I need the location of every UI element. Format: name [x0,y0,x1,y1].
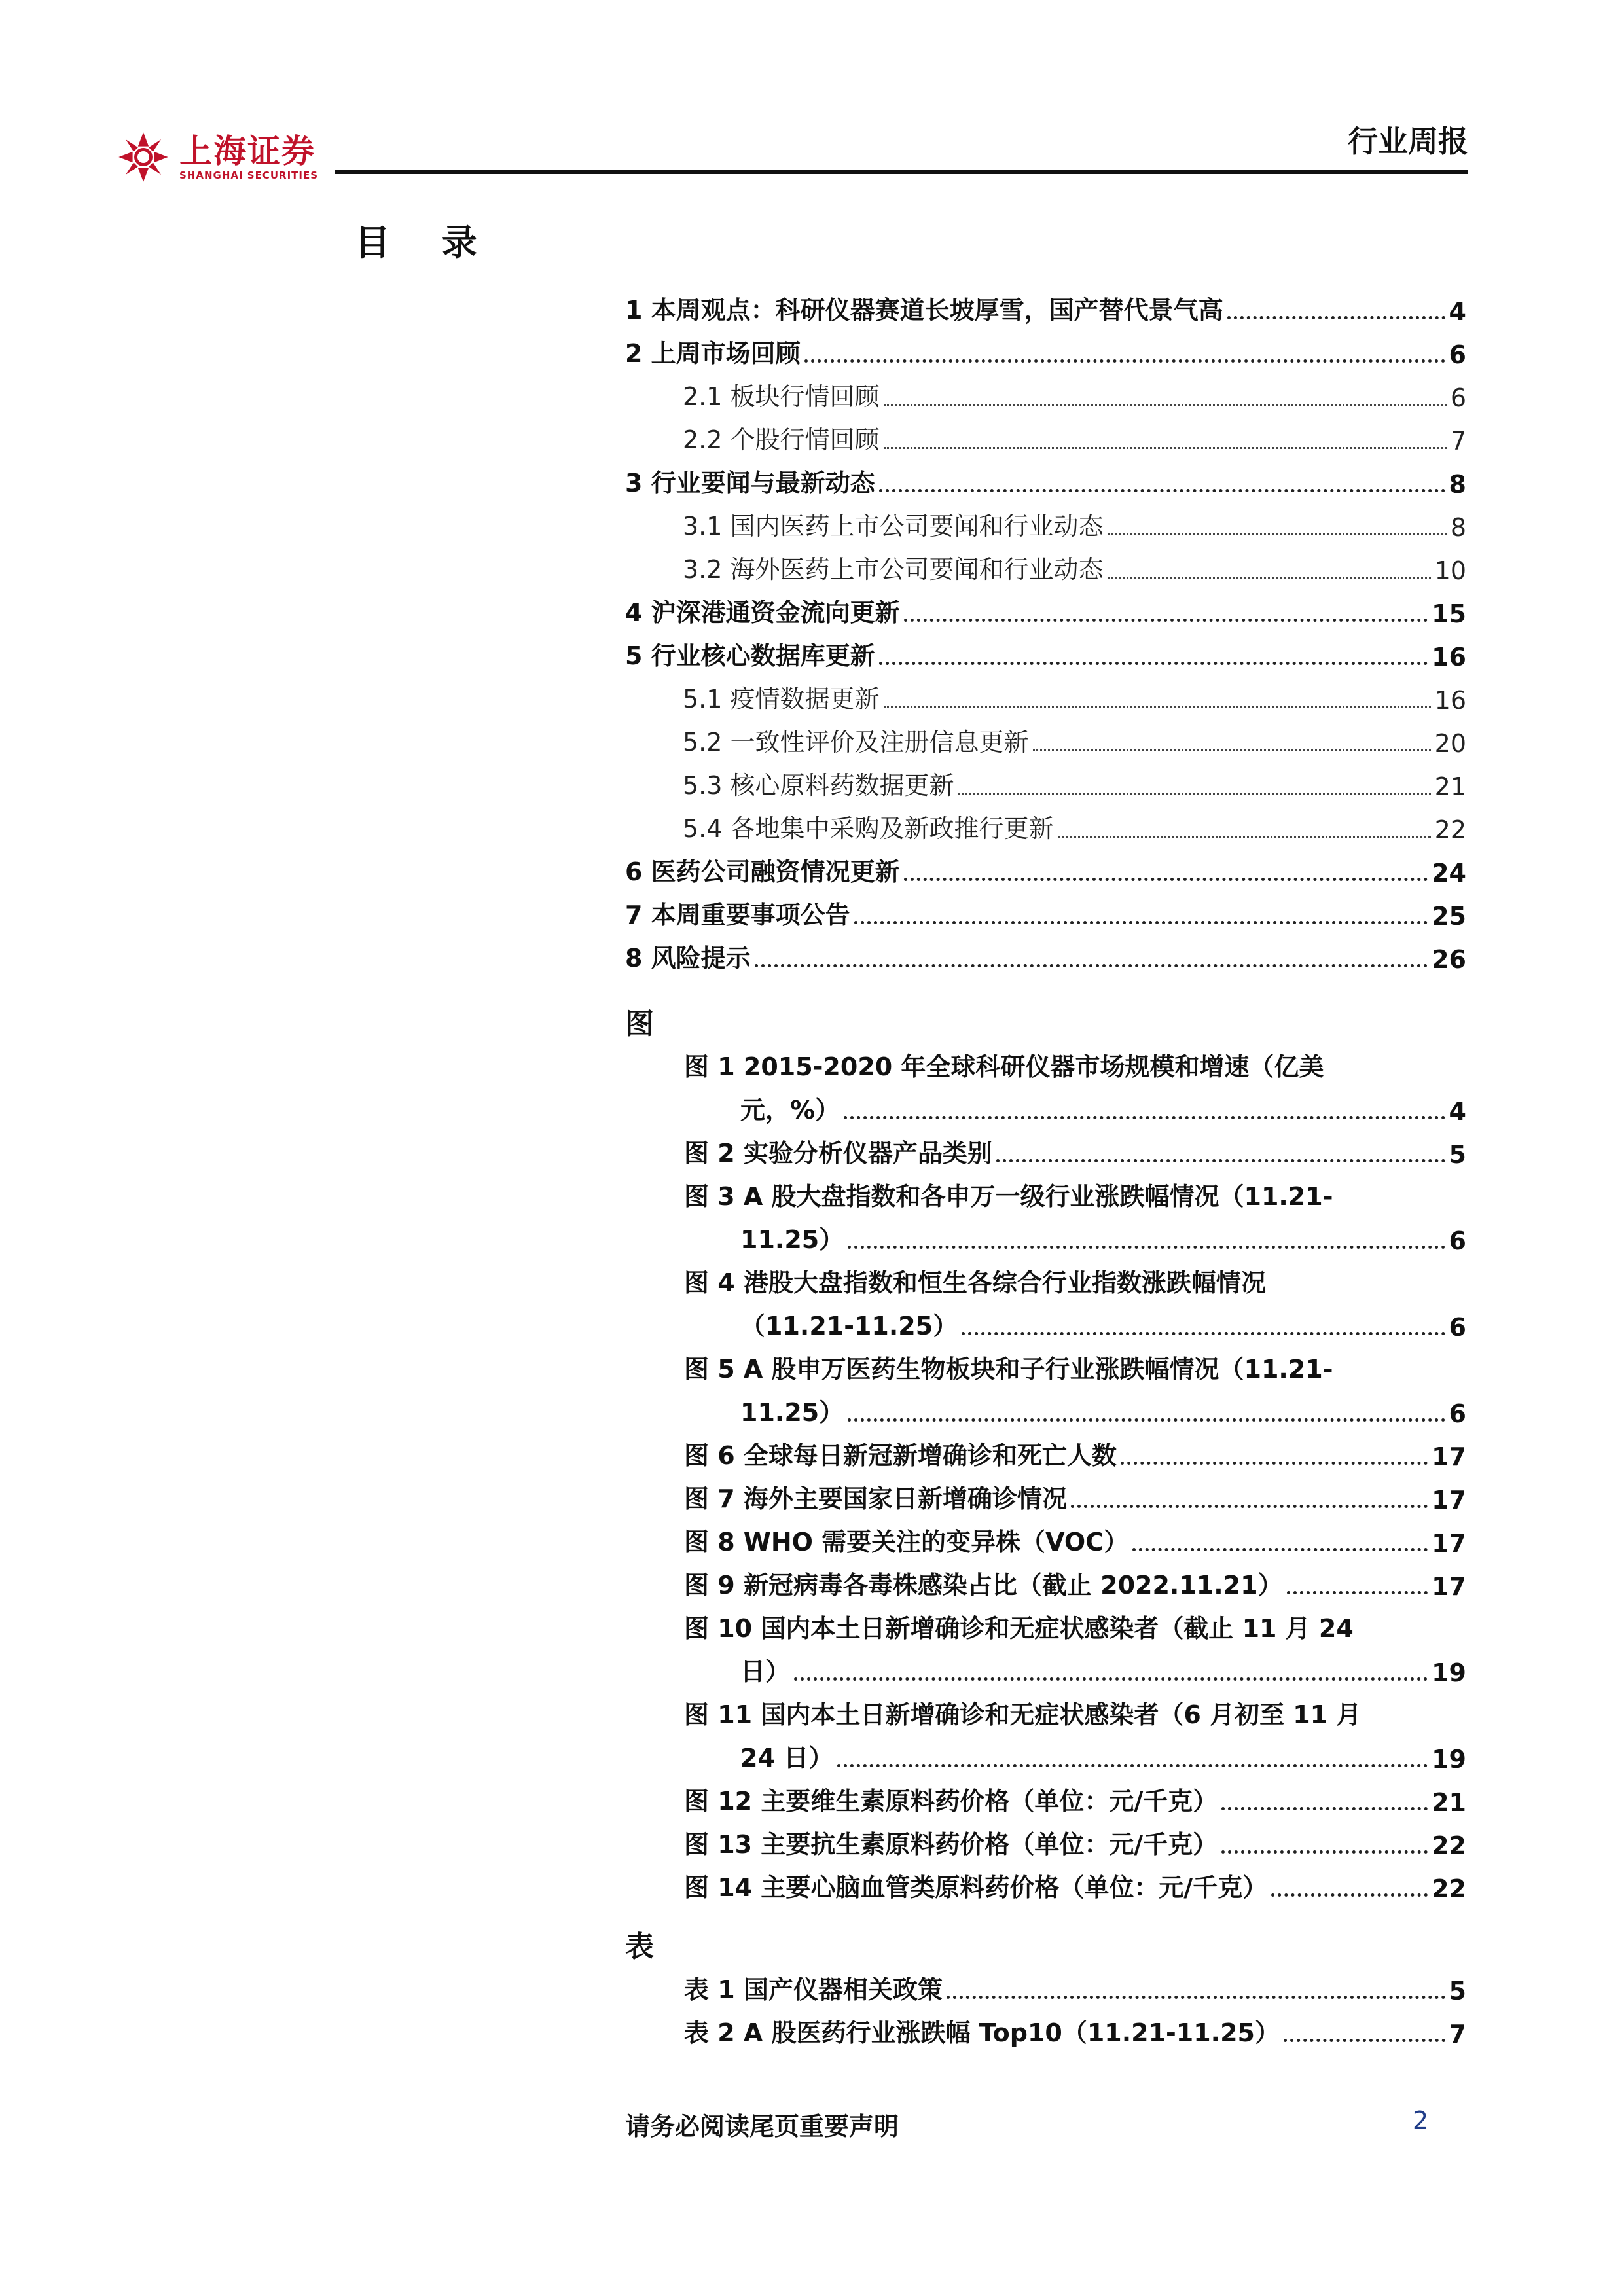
dot-leader [958,793,1431,795]
disclaimer-notice: 请务必阅读尾页重要声明 [625,2112,899,2141]
figure-entry-page: 17 [1432,1572,1466,1601]
toc-entry-page: 8 [1449,470,1466,499]
figure-entry-page: 17 [1432,1486,1466,1515]
figure-entry[interactable] [684,1126,1466,1169]
dot-leader [848,1418,1445,1422]
toc-entry-label: 5.4 各地集中采购及新政推行更新 [683,814,1054,843]
figure-entry-page: 6 [1449,1399,1466,1428]
figure-entry-title: 图 8 WHO 需要关注的变异株（VOC） [684,1528,1129,1556]
table-entry[interactable] [684,2005,1466,2049]
figure-entry[interactable] [684,1860,1466,1903]
figure-entry-title: 图 3 A 股大盘指数和各申万一级行业涨跌幅情况（11.21- [684,1182,1333,1211]
toc-entry[interactable] [625,931,1466,974]
toc-entry-page: 6 [1450,384,1466,412]
dot-leader [884,706,1431,708]
toc-entry-label: 2.2 个股行情回顾 [683,425,880,454]
figure-entry-page: 4 [1449,1097,1466,1126]
header-divider [335,170,1468,174]
toc-entry-page: 15 [1432,600,1466,628]
figure-entry[interactable] [684,1169,1466,1255]
toc-entry-label: 5.1 疫情数据更新 [683,685,880,713]
table-list-heading: 表 [625,1930,654,1964]
figure-entry[interactable] [684,1687,1466,1774]
figure-entry[interactable] [684,1255,1466,1342]
figure-entry[interactable] [684,1471,1466,1515]
table-entry-page: 5 [1449,1977,1466,2005]
toc-entry-label: 6 医药公司融资情况更新 [625,857,900,886]
toc-entry-label: 3.2 海外医药上市公司要闻和行业动态 [683,555,1104,584]
figure-entry-title-cont: （11.21-11.25） [740,1312,958,1340]
toc-entry[interactable] [625,326,1466,369]
toc-entry-label: 5.2 一致性评价及注册信息更新 [683,728,1029,757]
figure-entry[interactable] [684,1039,1466,1126]
figure-entry[interactable] [684,1601,1466,1687]
dot-leader [1108,577,1431,579]
figure-entry-title: 图 5 A 股申万医药生物板块和子行业涨跌幅情况（11.21- [684,1355,1333,1384]
table-entry[interactable] [684,1962,1466,2005]
dot-leader [884,447,1447,449]
toc-entry[interactable] [625,412,1466,456]
toc-entry[interactable] [625,499,1466,542]
toc-entry[interactable] [625,628,1466,672]
flower-seal-icon [117,130,170,184]
toc-entry[interactable] [625,542,1466,585]
dot-leader [837,1764,1428,1767]
figure-entry[interactable] [684,1774,1466,1817]
dot-leader [848,1246,1445,1249]
toc-entry[interactable] [625,283,1466,326]
dot-leader [1121,1462,1428,1465]
figure-entry-title: 图 13 主要抗生素原料药价格（单位：元/千克） [684,1830,1218,1859]
dot-leader [755,964,1428,967]
dot-leader [1108,533,1447,535]
figure-entry-title-cont: 11.25） [740,1225,844,1254]
toc-entry-page: 16 [1432,643,1466,672]
dot-leader [1221,1807,1428,1810]
toc-entry[interactable] [625,672,1466,715]
table-of-contents [625,283,1466,974]
toc-entry-label: 1 本周观点：科研仪器赛道长坡厚雪，国产替代景气高 [625,296,1223,325]
dot-leader [1221,1850,1428,1854]
figure-list-heading: 图 [625,1007,654,1041]
figure-entry-page: 6 [1449,1313,1466,1342]
dot-leader [904,619,1428,622]
dot-leader [947,1996,1445,1999]
figure-entry[interactable] [684,1515,1466,1558]
figure-entry-page: 21 [1432,1788,1466,1817]
dot-leader [1284,2039,1445,2042]
toc-entry-label: 3.1 国内医药上市公司要闻和行业动态 [683,512,1104,541]
figure-entry-title: 图 12 主要维生素原料药价格（单位：元/千克） [684,1787,1218,1816]
dot-leader [794,1677,1428,1681]
dot-leader [884,404,1447,406]
table-entry-page: 7 [1449,2020,1466,2049]
figure-entry[interactable] [684,1342,1466,1428]
toc-entry[interactable] [625,585,1466,628]
figure-entry-title: 图 2 实验分析仪器产品类别 [684,1139,992,1168]
toc-entry[interactable] [625,801,1466,844]
figure-entry-title-cont: 元，%） [740,1096,840,1124]
dot-leader [854,921,1428,924]
figure-entry-title: 图 9 新冠病毒各毒株感染占比（截止 2022.11.21） [684,1571,1283,1600]
figure-entry-page: 17 [1432,1443,1466,1471]
dot-leader [904,878,1428,881]
brand-logo [117,124,318,190]
toc-entry-page: 16 [1434,686,1466,715]
toc-entry[interactable] [625,715,1466,758]
figure-entry-title: 图 6 全球每日新冠新增确诊和死亡人数 [684,1441,1117,1470]
figure-entry-title: 图 7 海外主要国家日新增确诊情况 [684,1484,1067,1513]
figure-entry-page: 17 [1432,1529,1466,1558]
dot-leader [1271,1893,1428,1897]
dot-leader [879,662,1428,665]
table-entry-title: 表 2 A 股医药行业涨跌幅 Top10（11.21-11.25） [684,2018,1280,2047]
dot-leader [1287,1591,1428,1594]
figure-entry-title: 图 10 国内本土日新增确诊和无症状感染者（截止 11 月 24 [684,1614,1354,1643]
toc-title: 目 录 [355,222,497,263]
figure-entry[interactable] [684,1558,1466,1601]
toc-entry-page: 20 [1434,729,1466,758]
toc-entry[interactable] [625,888,1466,931]
toc-entry-page: 6 [1449,340,1466,369]
brand-text [179,133,318,181]
dot-leader [1033,749,1431,751]
figure-list [684,1039,1466,1903]
figure-entry-page: 19 [1432,1659,1466,1687]
figure-entry-title: 图 11 国内本土日新增确诊和无症状感染者（6 月初至 11 月 [684,1700,1362,1729]
toc-entry-page: 24 [1432,859,1466,888]
figure-entry-page: 19 [1432,1745,1466,1774]
toc-entry-label: 4 沪深港通资金流向更新 [625,598,900,627]
figure-entry-page: 5 [1449,1140,1466,1169]
toc-entry-page: 7 [1450,427,1466,456]
toc-entry-label: 3 行业要闻与最新动态 [625,469,875,497]
toc-entry[interactable] [625,369,1466,412]
dot-leader [962,1332,1445,1335]
toc-entry[interactable] [625,456,1466,499]
figure-entry-title-cont: 日） [740,1657,791,1686]
dot-leader [1132,1548,1428,1551]
dot-leader [804,359,1445,363]
toc-entry[interactable] [625,844,1466,888]
figure-entry-title: 图 14 主要心脑血管类原料药价格（单位：元/千克） [684,1873,1268,1902]
toc-entry-page: 22 [1434,816,1466,844]
dot-leader [996,1159,1445,1162]
figure-entry-page: 6 [1449,1227,1466,1255]
dot-leader [1071,1505,1428,1508]
toc-entry-label: 7 本周重要事项公告 [625,901,850,929]
toc-entry-page: 21 [1434,772,1466,801]
dot-leader [844,1116,1445,1119]
brand-name-en: SHANGHAI SECURITIES [179,170,319,181]
toc-entry-label: 5.3 核心原料药数据更新 [683,771,954,800]
toc-entry[interactable] [625,758,1466,801]
table-list [684,1962,1466,2049]
brand-name-cn: 上海证券 [179,132,316,170]
page-number: 2 [1413,2106,1429,2135]
figure-entry-title: 图 4 港股大盘指数和恒生各综合行业指数涨跌幅情况 [684,1268,1266,1297]
toc-entry-page: 26 [1432,945,1466,974]
toc-entry-page: 25 [1432,902,1466,931]
toc-entry-label: 2 上周市场回顾 [625,339,801,368]
toc-entry-page: 10 [1434,556,1466,585]
figure-entry-title-cont: 11.25） [740,1398,844,1427]
figure-entry-title-cont: 24 日） [740,1744,834,1772]
toc-entry-page: 8 [1450,513,1466,542]
toc-entry-label: 2.1 板块行情回顾 [683,382,880,411]
toc-entry-label: 5 行业核心数据库更新 [625,641,875,670]
dot-leader [1058,836,1431,838]
table-entry-title: 表 1 国产仪器相关政策 [684,1975,943,2004]
figure-entry[interactable] [684,1428,1466,1471]
toc-entry-page: 4 [1449,297,1466,326]
dot-leader [1227,316,1445,319]
dot-leader [879,489,1445,492]
figure-entry[interactable] [684,1817,1466,1860]
figure-entry-title: 图 1 2015-2020 年全球科研仪器市场规模和增速（亿美 [684,1052,1324,1081]
figure-entry-page: 22 [1432,1874,1466,1903]
figure-entry-page: 22 [1432,1831,1466,1860]
report-type: 行业周报 [1348,124,1468,159]
toc-entry-label: 8 风险提示 [625,944,751,973]
